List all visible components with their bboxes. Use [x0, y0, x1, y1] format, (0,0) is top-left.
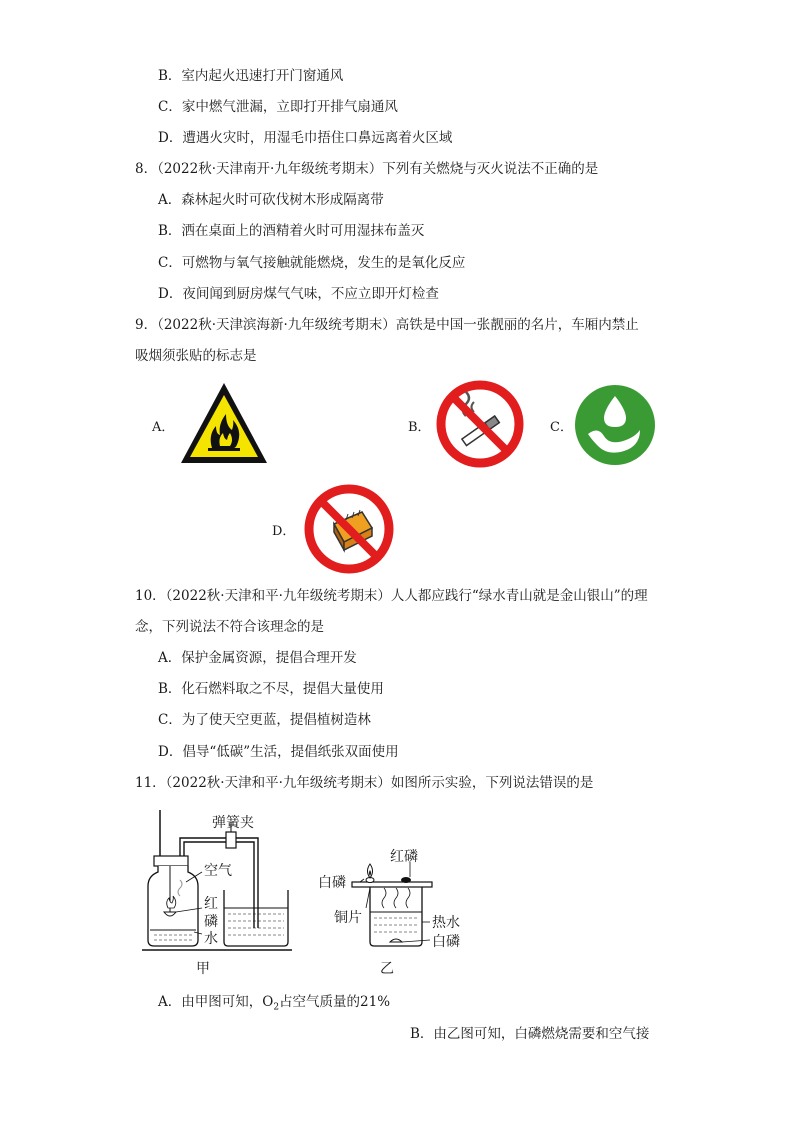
- q10-option-b: B．化石燃料取之不尽，提倡大量使用: [158, 681, 384, 697]
- q11-option-a-pre: A．由甲图可知，O: [158, 994, 274, 1010]
- q10-stem-line2: 念，下列说法不符合该理念的是: [135, 619, 324, 635]
- fig-yi-white-p-bottom-label: 白磷: [432, 934, 460, 950]
- q9-stem-line2: 吸烟须张贴的标志是: [135, 348, 257, 364]
- fig-jia-red-p-label-2: 磷: [204, 914, 218, 930]
- q10-option-d: D．倡导“低碳”生活，提倡纸张双面使用: [158, 744, 399, 760]
- figure-yi: [350, 852, 440, 956]
- q8-stem: 8．（2022秋·天津南开·九年级统考期末）下列有关燃烧与灭火说法不正确的是: [135, 161, 599, 177]
- q8-option-c: C．可燃物与氧气接触就能燃烧，发生的是氧化反应: [158, 255, 466, 271]
- q8-option-d: D．夜间闻到厨房煤气气味，不应立即开灯检查: [158, 286, 439, 302]
- q10-option-c: C．为了使天空更蓝，提倡植树造林: [158, 712, 371, 728]
- q9-label-c: C．: [550, 420, 573, 435]
- q8-option-a: A．森林起火时可砍伐树木形成隔离带: [158, 192, 384, 208]
- q11-option-a-post: 占空气质量的21%: [279, 994, 391, 1010]
- no-smoking-sign-icon: [436, 380, 524, 472]
- figure-jia: [140, 808, 300, 982]
- fig-yi-hot-water-label: 热水: [432, 915, 460, 931]
- no-fireworks-sign-icon: [304, 484, 394, 578]
- q10-stem-line1: 10．（2022秋·天津和平·九年级统考期末）人人都应践行“绿水青山就是金山银山”的理: [135, 588, 648, 604]
- fig-yi-red-p-label: 红磷: [390, 849, 418, 865]
- q10-option-a: A．保护金属资源，提倡合理开发: [158, 650, 357, 666]
- fig-jia-water-label: 水: [204, 931, 218, 947]
- fig-jia-red-p-label-1: 红: [204, 896, 218, 912]
- q9-label-d: D．: [272, 524, 296, 539]
- q7-option-d: D．遭遇火灾时，用湿毛巾捂住口鼻远离着火区域: [158, 130, 453, 146]
- q7-option-b: B．室内起火迅速打开门窗通风: [158, 68, 344, 84]
- fig-yi-caption: 乙: [380, 961, 394, 977]
- q11-option-a-sub: 2: [273, 1002, 280, 1013]
- flammable-warning-sign-icon: [178, 380, 270, 470]
- q7-option-c: C．家中燃气泄漏，立即打开排气扇通风: [158, 99, 398, 115]
- fig-yi-copper-label: 铜片: [334, 910, 362, 926]
- q9-label-b: B．: [408, 420, 431, 435]
- water-saving-sign-icon: [574, 384, 656, 470]
- fig-jia-clip-label: 弹簧夹: [212, 815, 254, 831]
- q9-label-a: A．: [152, 420, 175, 435]
- q11-option-a: [158, 992, 390, 1018]
- q9-stem-line1: 9．（2022秋·天津滨海新·九年级统考期末）高铁是中国一张靓丽的名片，车厢内禁止: [135, 317, 639, 333]
- q8-option-b: B．洒在桌面上的酒精着火时可用湿抹布盖灭: [158, 223, 425, 239]
- q11-option-b: B．由乙图可知，白磷燃烧需要和空气接: [410, 1026, 650, 1042]
- fig-jia-caption: 甲: [196, 961, 210, 977]
- q11-stem: 11．（2022秋·天津和平·九年级统考期末）如图所示实验，下列说法错误的是: [135, 775, 594, 791]
- fig-jia-air-label: 空气: [204, 863, 232, 879]
- fig-yi-white-p-top-label: 白磷: [318, 875, 346, 891]
